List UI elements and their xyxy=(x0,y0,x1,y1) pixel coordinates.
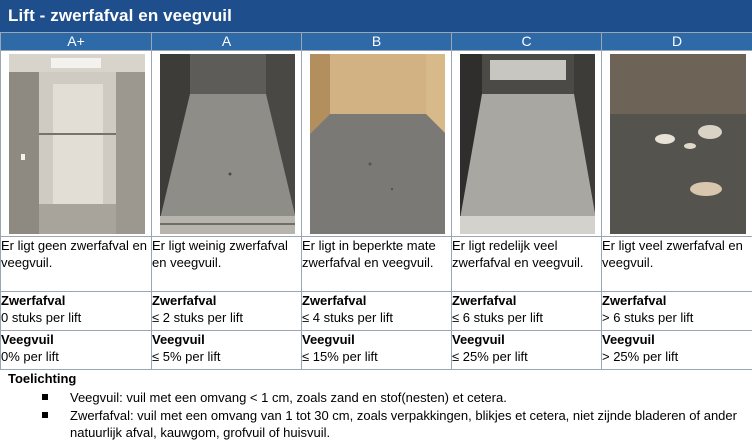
zwerfafval-value: ≤ 2 stuks per lift xyxy=(152,310,243,325)
elevator-photo-illustration xyxy=(160,54,295,234)
title-bar xyxy=(0,0,752,32)
grade-description: Er ligt geen zwerfafval en veegvuil. xyxy=(1,237,152,292)
notes-title: Toelichting xyxy=(8,370,748,387)
elevator-interior-clean-image xyxy=(9,54,145,234)
elevator-photo-illustration xyxy=(460,54,595,234)
zwerfafval-label: Zwerfafval xyxy=(1,292,151,309)
zwerfafval-value: ≤ 6 stuks per lift xyxy=(452,310,543,325)
photo-row xyxy=(1,51,752,237)
notes-section xyxy=(8,370,748,442)
zwerfafval-label: Zwerfafval xyxy=(602,292,752,309)
elevator-floor-image xyxy=(160,54,295,234)
zwerfafval-label: Zwerfafval xyxy=(452,292,601,309)
elevator-floor-litter-image xyxy=(610,54,746,234)
veegvuil-label: Veegvuil xyxy=(602,331,752,348)
zwerfafval-value: 0 stuks per lift xyxy=(1,310,81,325)
elevator-photo-illustration xyxy=(610,54,746,234)
grade-header-row xyxy=(1,33,752,51)
veegvuil-cell xyxy=(602,331,752,370)
zwerfafval-cell xyxy=(1,292,152,331)
zwerfafval-label: Zwerfafval xyxy=(302,292,451,309)
veegvuil-label: Veegvuil xyxy=(1,331,151,348)
grade-description: Er ligt weinig zwerfafval en veegvuil. xyxy=(152,237,302,292)
zwerfafval-label: Zwerfafval xyxy=(152,292,301,309)
zwerfafval-value: ≤ 4 stuks per lift xyxy=(302,310,393,325)
photo-cell xyxy=(152,51,302,237)
grade-header: A+ xyxy=(1,33,152,51)
description-row xyxy=(1,237,752,292)
zwerfafval-cell xyxy=(152,292,302,331)
photo-cell xyxy=(602,51,752,237)
veegvuil-label: Veegvuil xyxy=(452,331,601,348)
veegvuil-cell xyxy=(452,331,602,370)
grade-description: Er ligt in beperkte mate zwerfafval en veegvuil. xyxy=(302,237,452,292)
elevator-floor-image xyxy=(310,54,445,234)
veegvuil-value: ≤ 25% per lift xyxy=(452,349,528,364)
page-title: Lift - zwerfafval en veegvuil xyxy=(8,6,232,26)
grade-header: C xyxy=(452,33,602,51)
note-text: Zwerfafval: vuil met een omvang van 1 tot 30 cm, zoals verpakkingen, blikjes et cetera, niet zijnde bladeren of ander natuurlijk afval, kauwgom, grofvuil of huisvuil. xyxy=(70,408,737,440)
grade-description: Er ligt redelijk veel zwerfafval en veegvuil. xyxy=(452,237,602,292)
list-item xyxy=(8,389,748,406)
elevator-photo-illustration xyxy=(9,54,145,234)
rating-table xyxy=(0,32,752,370)
zwerfafval-cell xyxy=(452,292,602,331)
zwerfafval-value: > 6 stuks per lift xyxy=(602,310,693,325)
photo-cell xyxy=(1,51,152,237)
square-bullet-icon xyxy=(42,412,48,418)
list-item xyxy=(8,407,748,441)
veegvuil-row xyxy=(1,331,752,370)
veegvuil-value: 0% per lift xyxy=(1,349,59,364)
zwerfafval-cell xyxy=(302,292,452,331)
notes-list xyxy=(8,389,748,441)
veegvuil-value: ≤ 5% per lift xyxy=(152,349,221,364)
zwerfafval-row xyxy=(1,292,752,331)
elevator-photo-illustration xyxy=(310,54,445,234)
grade-description: Er ligt veel zwerfafval en veegvuil. xyxy=(602,237,752,292)
veegvuil-cell xyxy=(302,331,452,370)
grade-header: D xyxy=(602,33,752,51)
veegvuil-value: > 25% per lift xyxy=(602,349,678,364)
grade-header: A xyxy=(152,33,302,51)
veegvuil-label: Veegvuil xyxy=(302,331,451,348)
note-text: Veegvuil: vuil met een omvang < 1 cm, zoals zand en stof(nesten) et cetera. xyxy=(70,390,507,405)
veegvuil-cell xyxy=(1,331,152,370)
veegvuil-value: ≤ 15% per lift xyxy=(302,349,378,364)
photo-cell xyxy=(452,51,602,237)
veegvuil-cell xyxy=(152,331,302,370)
zwerfafval-cell xyxy=(602,292,752,331)
photo-cell xyxy=(302,51,452,237)
square-bullet-icon xyxy=(42,394,48,400)
elevator-checker-floor-image xyxy=(460,54,595,234)
veegvuil-label: Veegvuil xyxy=(152,331,301,348)
grade-header: B xyxy=(302,33,452,51)
